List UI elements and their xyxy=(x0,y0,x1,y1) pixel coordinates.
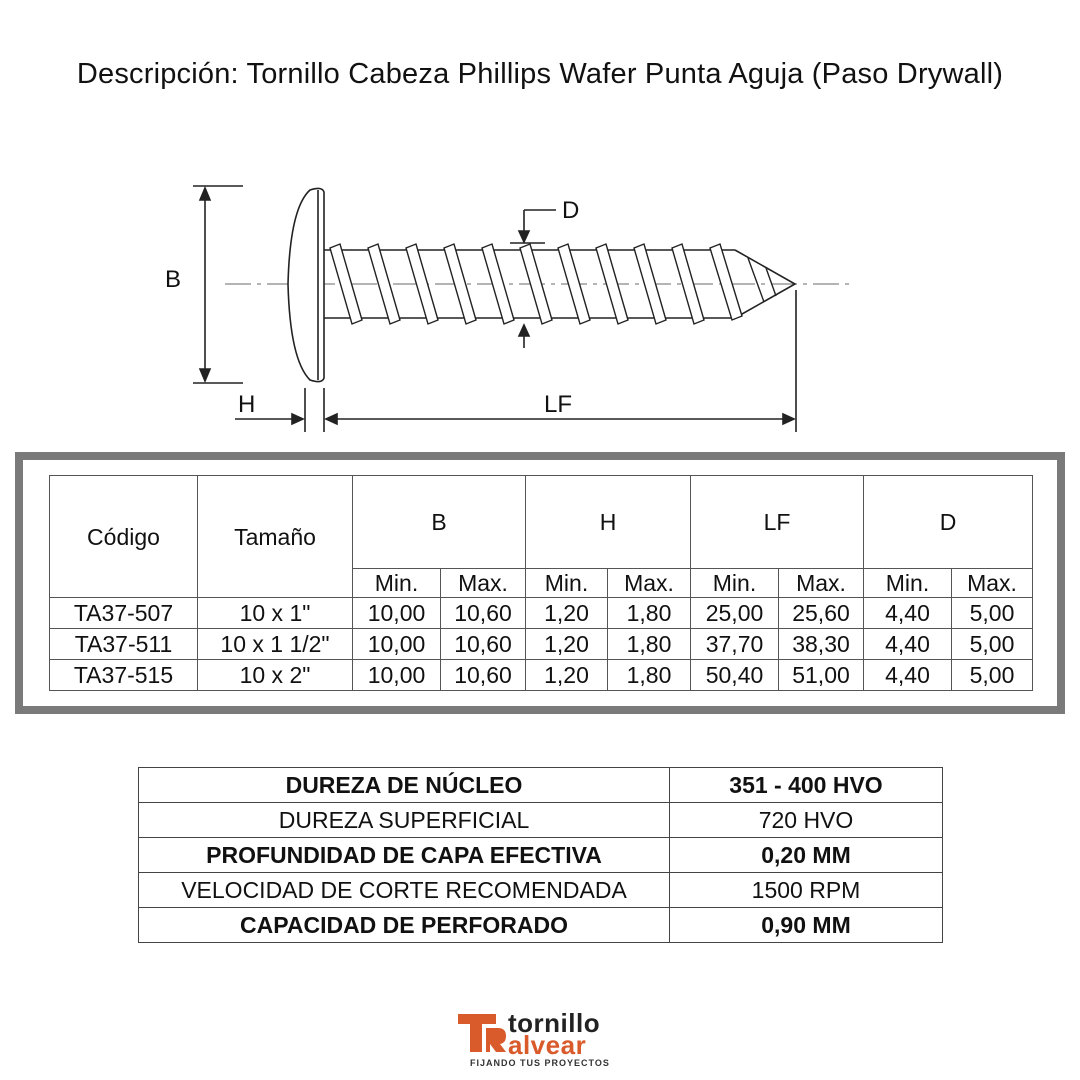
cell-b-max: 10,60 xyxy=(441,660,526,691)
logo-tagline: FIJANDO TUS PROYECTOS xyxy=(470,1058,610,1068)
property-row xyxy=(139,873,943,908)
property-value: 351 - 400 HVO xyxy=(670,768,943,803)
cell-d-min: 4,40 xyxy=(864,660,952,691)
cell-h-max: 1,80 xyxy=(608,629,691,660)
cell-b-max: 10,60 xyxy=(441,598,526,629)
header-tamano: Tamaño xyxy=(198,476,353,598)
brand-logo xyxy=(456,1008,626,1072)
cell-h-min: 1,20 xyxy=(526,660,608,691)
cell-h-min: 1,20 xyxy=(526,629,608,660)
screw-diagram xyxy=(0,0,1080,450)
property-label: DUREZA SUPERFICIAL xyxy=(139,803,670,838)
header-h: H xyxy=(526,476,691,569)
sub-b-max: Max. xyxy=(441,569,526,598)
cell-lf-max: 25,60 xyxy=(779,598,864,629)
cell-tamano: 10 x 1 1/2" xyxy=(198,629,353,660)
logo-word-tornillo: tornillo xyxy=(508,1008,601,1038)
spec-table xyxy=(49,475,1033,691)
cell-d-max: 5,00 xyxy=(952,660,1033,691)
cell-b-max: 10,60 xyxy=(441,629,526,660)
cell-codigo: TA37-507 xyxy=(50,598,198,629)
label-h: H xyxy=(238,391,256,418)
header-lf: LF xyxy=(691,476,864,569)
cell-d-min: 4,40 xyxy=(864,629,952,660)
cell-lf-min: 37,70 xyxy=(691,629,779,660)
header-b: B xyxy=(353,476,526,569)
sub-h-min: Min. xyxy=(526,569,608,598)
cell-h-max: 1,80 xyxy=(608,660,691,691)
sub-b-min: Min. xyxy=(353,569,441,598)
cell-h-min: 1,20 xyxy=(526,598,608,629)
sub-d-min: Min. xyxy=(864,569,952,598)
property-label: DUREZA DE NÚCLEO xyxy=(139,768,670,803)
sub-lf-max: Max. xyxy=(779,569,864,598)
property-value: 720 HVO xyxy=(670,803,943,838)
property-row xyxy=(139,908,943,943)
label-lf: LF xyxy=(544,391,573,418)
property-value: 0,20 MM xyxy=(670,838,943,873)
property-row xyxy=(139,768,943,803)
cell-b-min: 10,00 xyxy=(353,598,441,629)
sub-d-max: Max. xyxy=(952,569,1033,598)
cell-d-min: 4,40 xyxy=(864,598,952,629)
cell-d-max: 5,00 xyxy=(952,629,1033,660)
property-row xyxy=(139,838,943,873)
label-d: D xyxy=(562,197,580,224)
property-label: VELOCIDAD DE CORTE RECOMENDADA xyxy=(139,873,670,908)
cell-codigo: TA37-515 xyxy=(50,660,198,691)
cell-lf-min: 25,00 xyxy=(691,598,779,629)
property-value: 1500 RPM xyxy=(670,873,943,908)
property-label: PROFUNDIDAD DE CAPA EFECTIVA xyxy=(139,838,670,873)
property-value: 0,90 MM xyxy=(670,908,943,943)
cell-lf-min: 50,40 xyxy=(691,660,779,691)
logo-mark-icon xyxy=(456,1012,508,1054)
header-codigo: Código xyxy=(50,476,198,598)
cell-d-max: 5,00 xyxy=(952,598,1033,629)
cell-b-min: 10,00 xyxy=(353,629,441,660)
properties-table xyxy=(138,767,943,943)
table-row xyxy=(50,629,1033,660)
sub-lf-min: Min. xyxy=(691,569,779,598)
cell-lf-max: 51,00 xyxy=(779,660,864,691)
cell-b-min: 10,00 xyxy=(353,660,441,691)
label-b: B xyxy=(165,266,182,293)
cell-tamano: 10 x 2" xyxy=(198,660,353,691)
table-row xyxy=(50,598,1033,629)
cell-tamano: 10 x 1" xyxy=(198,598,353,629)
page-title: Descripción: Tornillo Cabeza Phillips Wafer Punta Aguja (Paso Drywall) xyxy=(76,58,1004,90)
sub-h-max: Max. xyxy=(608,569,691,598)
header-d: D xyxy=(864,476,1033,569)
logo-word-alvear: alvear xyxy=(508,1030,587,1060)
table-row xyxy=(50,660,1033,691)
property-label: CAPACIDAD DE PERFORADO xyxy=(139,908,670,943)
cell-h-max: 1,80 xyxy=(608,598,691,629)
cell-lf-max: 38,30 xyxy=(779,629,864,660)
property-row xyxy=(139,803,943,838)
cell-codigo: TA37-511 xyxy=(50,629,198,660)
